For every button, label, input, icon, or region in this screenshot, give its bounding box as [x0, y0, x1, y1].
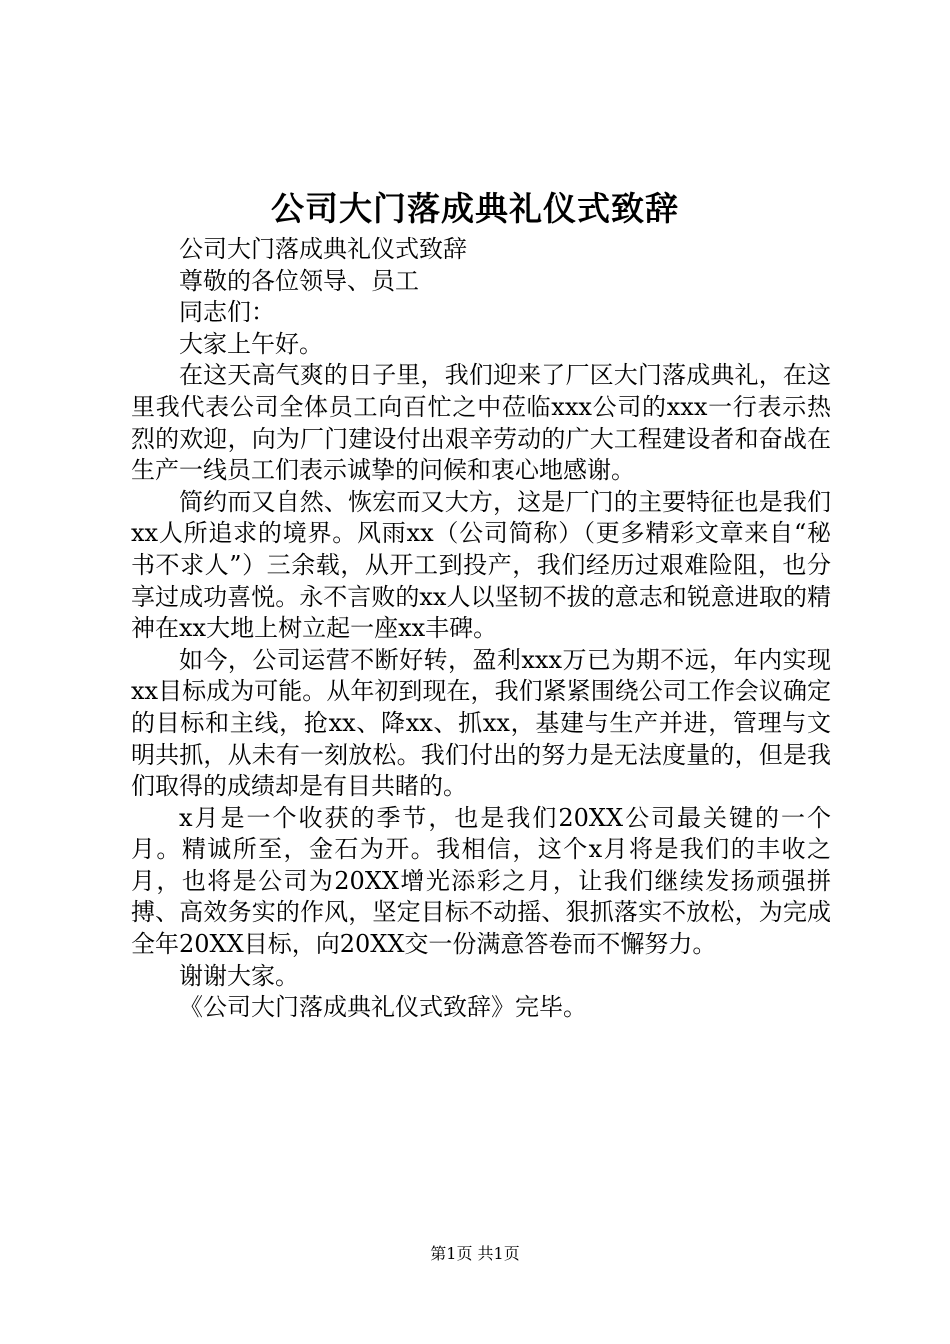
paragraph-greeting: 大家上午好。 — [179, 329, 323, 358]
document-title: 公司大门落成典礼仪式致辞 — [271, 189, 679, 228]
paragraph-subtitle: 公司大门落成典礼仪式致辞 — [179, 235, 467, 263]
paragraph-end: 《公司大门落成典礼仪式致辞》完毕。 — [179, 993, 587, 1022]
document-body — [131, 234, 831, 1024]
paragraph-progress: 如今，公司运营不断好转，盈利xxx万已为期不远，年内实现xx目标成为可能。从年初到现在，我们紧紧围绕公司工作会议确定的目标和主线，抢xx、降xx、抓xx，基建与生产并进，管理与文明共抓，从未有一刻放松。我们付出的努力是无法度量的，但是我们取得的成绩却是有目共睹的。 — [131, 645, 831, 801]
paragraph-gate-feature: 简约而又自然、恢宏而又大方，这是厂门的主要特征也是我们xx人所追求的境界。风雨xx（公司简称）（更多精彩文章来自“秘书不求人”）三余载，从开工到投产，我们经历过艰难险阻，也分享过成功喜悦。永不言败的xx人以坚韧不拔的意志和锐意进取的精神在xx大地上树立起一座xx丰碑。 — [131, 487, 831, 643]
paragraph-welcome: 在这天高气爽的日子里，我们迎来了厂区大门落成典礼，在这里我代表公司全体员工向百忙之中莅临xxx公司的xxx一行表示热烈的欢迎，向为厂门建设付出艰辛劳动的广大工程建设者和奋战在生产一线员工们表示诚挚的问候和衷心地感谢。 — [131, 361, 831, 485]
paragraph-salutation-2: 同志们： — [179, 298, 275, 327]
page-footer: 第1页 共1页 — [430, 1244, 520, 1263]
paragraph-outlook: x月是一个收获的季节，也是我们20XX公司最关键的一个月。精诚所至，金石为开。我相信，这个x月将是我们的丰收之月，也将是公司为20XX增光添彩之月，让我们继续发扬顽强拼搏、高效务实的作风，坚定目标不动摇、狠抓落实不放松，为完成全年20XX目标，向20XX交一份满意答卷而不懈努力。 — [131, 803, 831, 959]
paragraph-salutation: 尊敬的各位领导、员工 — [179, 266, 419, 295]
paragraph-thanks: 谢谢大家。 — [179, 961, 299, 990]
